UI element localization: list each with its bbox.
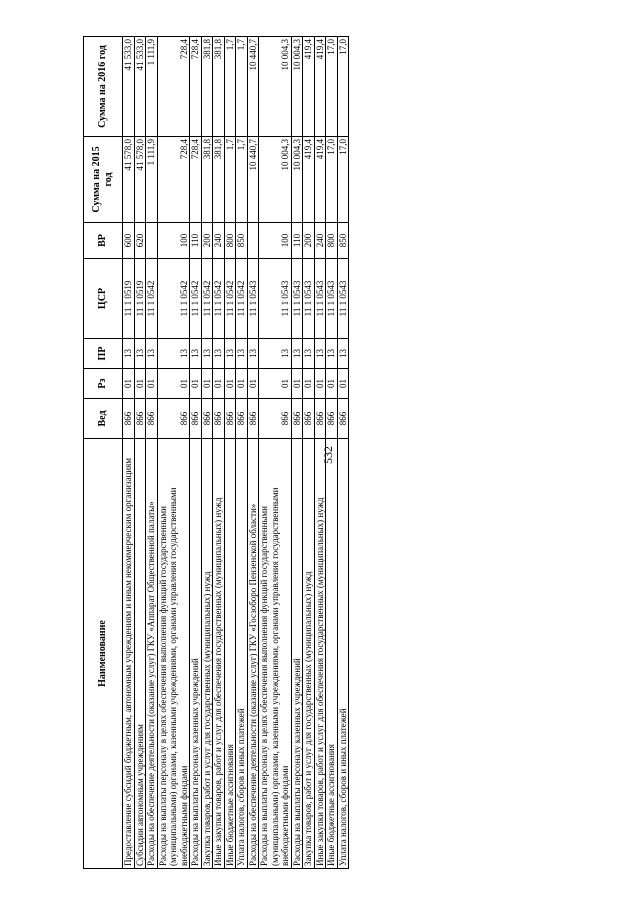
- table-row: [326, 37, 338, 869]
- cell-sum-2016: 381,8: [201, 37, 213, 137]
- cell-pr: 13: [134, 339, 146, 369]
- cell-pr: 13: [291, 339, 303, 369]
- cell-name: Иные бюджетные ассигнования: [326, 439, 338, 869]
- cell-name: Уплата налогов, сборов и иных платежей: [236, 439, 248, 869]
- cell-sum-2015: 1,7: [236, 137, 248, 223]
- cell-ved: 866: [213, 399, 225, 439]
- cell-ved: 866: [236, 399, 248, 439]
- cell-rz: 01: [190, 369, 202, 399]
- cell-vr: 200: [303, 223, 315, 259]
- cell-name: Расходы на обеспечение деятельности (оказание услуг) ГКУ «Госзоборо Пензенской области»: [247, 439, 259, 869]
- cell-name: Закупка товаров, работ и услуг для государственных (муниципальных) нужд: [303, 439, 315, 869]
- cell-ved: 866: [224, 399, 236, 439]
- cell-sum-2016: 728,4: [190, 37, 202, 137]
- cell-sum-2015: 728,4: [190, 137, 202, 223]
- cell-name: Расходы на обеспечение деятельности (оказание услуг) ГКУ «Аппарат Общественной палаты»: [146, 439, 158, 869]
- cell-sum-2015: 10 004,3: [259, 137, 292, 223]
- cell-sum-2016: 419,4: [303, 37, 315, 137]
- table-row: [236, 37, 248, 869]
- cell-pr: 13: [213, 339, 225, 369]
- page-number: 532: [321, 446, 335, 464]
- table-wrapper: [83, 37, 556, 869]
- table-row: [247, 37, 259, 869]
- table-row: [303, 37, 315, 869]
- cell-name: Иные бюджетные ассигнования: [224, 439, 236, 869]
- cell-csr: 11 1 0542: [236, 259, 248, 339]
- cell-csr: 11 1 0543: [303, 259, 315, 339]
- cell-sum-2015: 17,0: [326, 137, 338, 223]
- cell-csr: 11 1 0543: [247, 259, 259, 339]
- table-row: [134, 37, 146, 869]
- table-row: [146, 37, 158, 869]
- cell-pr: 13: [123, 339, 135, 369]
- cell-pr: 13: [303, 339, 315, 369]
- cell-csr: 11 1 0543: [291, 259, 303, 339]
- cell-pr: 13: [259, 339, 292, 369]
- table-row: [213, 37, 225, 869]
- cell-ved: 866: [201, 399, 213, 439]
- cell-sum-2016: 10 004,3: [259, 37, 292, 137]
- cell-csr: 11 1 0543: [326, 259, 338, 339]
- cell-sum-2015: 10 440,7: [247, 137, 259, 223]
- cell-name: Субсидии автономным учреждениям: [134, 439, 146, 869]
- cell-pr: 13: [146, 339, 158, 369]
- cell-ved: 866: [326, 399, 338, 439]
- cell-pr: 13: [224, 339, 236, 369]
- table-row: [314, 37, 326, 869]
- cell-sum-2016: 1,7: [236, 37, 248, 137]
- cell-rz: 01: [157, 369, 190, 399]
- cell-ved: 866: [146, 399, 158, 439]
- header-sum-2015: Сумма на 2015 год: [84, 137, 123, 223]
- cell-pr: 13: [247, 339, 259, 369]
- cell-csr: 11 1 0519: [134, 259, 146, 339]
- cell-csr: 11 1 0519: [123, 259, 135, 339]
- cell-vr: 240: [314, 223, 326, 259]
- cell-rz: 01: [146, 369, 158, 399]
- cell-rz: 01: [201, 369, 213, 399]
- cell-csr: 11 1 0543: [337, 259, 349, 339]
- cell-csr: 11 1 0543: [259, 259, 292, 339]
- cell-sum-2015: 1,7: [224, 137, 236, 223]
- cell-csr: 11 1 0542: [213, 259, 225, 339]
- cell-sum-2015: 381,8: [213, 137, 225, 223]
- cell-sum-2016: 41 533,0: [123, 37, 135, 137]
- header-rz: Рз: [84, 369, 123, 399]
- cell-sum-2015: 1 111,9: [146, 137, 158, 223]
- cell-pr: 13: [201, 339, 213, 369]
- cell-rz: 01: [213, 369, 225, 399]
- cell-vr: 800: [326, 223, 338, 259]
- cell-sum-2015: 419,4: [314, 137, 326, 223]
- cell-vr: 850: [337, 223, 349, 259]
- cell-sum-2016: 728,4: [157, 37, 190, 137]
- cell-vr: 620: [134, 223, 146, 259]
- cell-rz: 01: [247, 369, 259, 399]
- cell-vr: 800: [224, 223, 236, 259]
- cell-name: Иные закупки товаров, работ и услуг для обеспечения государственных (муниципальных) нужд: [314, 439, 326, 869]
- cell-rz: 01: [259, 369, 292, 399]
- cell-sum-2015: 17,0: [337, 137, 349, 223]
- cell-rz: 01: [314, 369, 326, 399]
- cell-sum-2015: 381,8: [201, 137, 213, 223]
- cell-csr: 11 1 0542: [201, 259, 213, 339]
- header-ved: Вед: [84, 399, 123, 439]
- cell-sum-2016: 1 111,9: [146, 37, 158, 137]
- cell-rz: 01: [224, 369, 236, 399]
- cell-ved: 866: [291, 399, 303, 439]
- cell-csr: 11 1 0542: [190, 259, 202, 339]
- cell-name: Иные закупки товаров, работ и услуг для обеспечения государственных (муниципальных) нужд: [213, 439, 225, 869]
- header-csr: ЦСР: [84, 259, 123, 339]
- cell-vr: 240: [213, 223, 225, 259]
- cell-name: Расходы на выплаты персоналу в целях обеспечения выполнения функций государственными (муниципальными) органами, казенными учреждениями, органами управления государственными внебюджетными фондами: [259, 439, 292, 869]
- cell-ved: 866: [314, 399, 326, 439]
- cell-vr: 100: [259, 223, 292, 259]
- cell-ved: 866: [303, 399, 315, 439]
- table-row: [190, 37, 202, 869]
- cell-sum-2016: 10 004,3: [291, 37, 303, 137]
- cell-vr: 200: [201, 223, 213, 259]
- cell-rz: 01: [337, 369, 349, 399]
- cell-pr: 13: [326, 339, 338, 369]
- cell-vr: [247, 223, 259, 259]
- cell-rz: 01: [291, 369, 303, 399]
- cell-sum-2016: 10 440,7: [247, 37, 259, 137]
- cell-vr: 850: [236, 223, 248, 259]
- cell-csr: 11 1 0542: [157, 259, 190, 339]
- table-row: [123, 37, 135, 869]
- cell-pr: 13: [337, 339, 349, 369]
- header-name: Наименование: [84, 439, 123, 869]
- cell-name: Предоставление субсидий бюджетным, автономным учреждениям и иным некоммерческим организациям: [123, 439, 135, 869]
- cell-ved: 866: [247, 399, 259, 439]
- cell-ved: 866: [157, 399, 190, 439]
- cell-vr: 110: [190, 223, 202, 259]
- table-header-row: [84, 37, 123, 869]
- cell-pr: 13: [314, 339, 326, 369]
- header-sum-2016: Сумма на 2016 год: [84, 37, 123, 137]
- cell-sum-2016: 17,0: [337, 37, 349, 137]
- cell-name: Закупка товаров, работ и услуг для государственных (муниципальных) нужд: [201, 439, 213, 869]
- cell-vr: [146, 223, 158, 259]
- cell-rz: 01: [134, 369, 146, 399]
- table-row: [224, 37, 236, 869]
- cell-sum-2015: 10 004,3: [291, 137, 303, 223]
- cell-pr: 13: [157, 339, 190, 369]
- table-row: [157, 37, 190, 869]
- cell-sum-2015: 419,4: [303, 137, 315, 223]
- cell-csr: 11 1 0542: [146, 259, 158, 339]
- cell-pr: 13: [190, 339, 202, 369]
- table-row: [201, 37, 213, 869]
- cell-ved: 866: [123, 399, 135, 439]
- cell-ved: 866: [190, 399, 202, 439]
- cell-sum-2016: 419,4: [314, 37, 326, 137]
- cell-csr: 11 1 0542: [224, 259, 236, 339]
- cell-name: Расходы на выплаты персоналу казенных учреждений: [291, 439, 303, 869]
- cell-ved: 866: [134, 399, 146, 439]
- cell-name: Расходы на выплаты персоналу в целях обеспечения выполнения функций государственными (муниципальными) органами, казенными учреждениями, органами управления государственными внебюджетными фондами: [157, 439, 190, 869]
- cell-sum-2016: 17,0: [326, 37, 338, 137]
- cell-rz: 01: [303, 369, 315, 399]
- cell-sum-2016: 41 533,0: [134, 37, 146, 137]
- header-pr: ПР: [84, 339, 123, 369]
- table-body: [123, 37, 349, 869]
- cell-csr: 11 1 0543: [314, 259, 326, 339]
- cell-ved: 866: [337, 399, 349, 439]
- rotated-page: [83, 37, 556, 869]
- cell-name: Расходы на выплаты персоналу казенных учреждений: [190, 439, 202, 869]
- cell-sum-2016: 381,8: [213, 37, 225, 137]
- cell-pr: 13: [236, 339, 248, 369]
- cell-name: Уплата налогов, сборов и иных платежей: [337, 439, 349, 869]
- cell-sum-2015: 728,4: [157, 137, 190, 223]
- table-row: [259, 37, 292, 869]
- header-vr: ВР: [84, 223, 123, 259]
- cell-vr: 100: [157, 223, 190, 259]
- cell-vr: 110: [291, 223, 303, 259]
- cell-sum-2015: 41 578,0: [134, 137, 146, 223]
- table-row: [337, 37, 349, 869]
- cell-rz: 01: [123, 369, 135, 399]
- cell-ved: 866: [259, 399, 292, 439]
- budget-table: [83, 36, 349, 869]
- cell-sum-2015: 41 578,0: [123, 137, 135, 223]
- cell-sum-2016: 1,7: [224, 37, 236, 137]
- cell-rz: 01: [236, 369, 248, 399]
- cell-vr: 600: [123, 223, 135, 259]
- cell-rz: 01: [326, 369, 338, 399]
- table-row: [291, 37, 303, 869]
